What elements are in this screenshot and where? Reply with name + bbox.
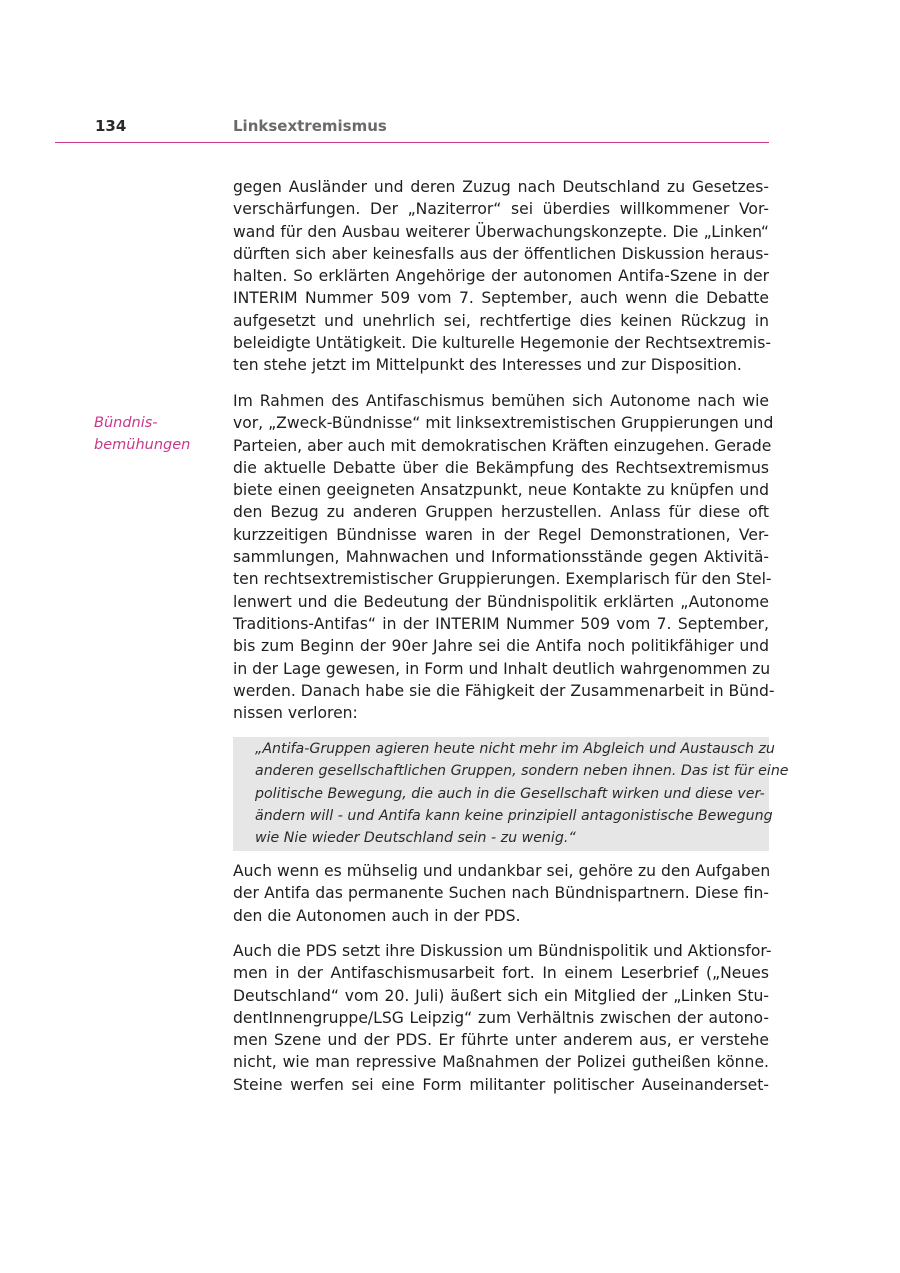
quote-line: anderen gesellschaftlichen Gruppen, sondern neben ihnen. Das ist für eine: [255, 763, 789, 780]
text-line: den die Autonomen auch in der PDS.: [233, 906, 521, 925]
text-line: aufgesetzt und unehrlich sei, rechtfertige dies keinen Rückzug in: [233, 311, 769, 330]
text-line: verschärfungen. Der „Naziterror“ sei überdies willkommener Vor-: [233, 200, 769, 219]
text-line: Traditions-Antifas“ in der INTERIM Nummer 509 vom 7. September,: [233, 614, 769, 633]
page-header: [55, 117, 769, 143]
margin-note: [94, 412, 214, 456]
quote-line: politische Bewegung, die auch in die Gesellschaft wirken und diese ver-: [255, 785, 765, 802]
text-line: biete einen geeigneten Ansatzpunkt, neue Kontakte zu knüpfen und: [233, 481, 769, 500]
margin-note-line: Bündnis-: [94, 415, 158, 431]
text-line: der Antifa das permanente Suchen nach Bündnispartnern. Diese fin-: [233, 884, 769, 903]
text-line: nicht, wie man repressive Maßnahmen der Polizei gutheißen könne.: [233, 1053, 769, 1072]
text-line: Im Rahmen des Antifaschismus bemühen sich Autonome nach wie: [233, 392, 769, 410]
text-line: ten stehe jetzt im Mittelpunkt des Interesses und zur Disposition.: [233, 356, 742, 375]
paragraph: [233, 176, 772, 377]
text-line: Parteien, aber auch mit demokratischen Kräften einzugehen. Gerade: [233, 436, 772, 455]
running-title: Linksextremismus: [233, 117, 387, 135]
margin-note-line: bemühungen: [94, 437, 191, 453]
text-line: beleidigte Untätigkeit. Die kulturelle Hegemonie der Rechtsextremis-: [233, 334, 772, 353]
paragraph: [233, 390, 775, 724]
text-line: dürften sich aber keinesfalls aus der öffentlichen Diskussion heraus-: [233, 244, 769, 263]
text-line: die aktuelle Debatte über die Bekämpfung des Rechtsextremismus: [233, 458, 769, 477]
text-line: Deutschland“ vom 20. Juli) äußert sich ein Mitglied der „Linken Stu-: [233, 986, 769, 1005]
text-line: sammlungen, Mahnwachen und Informationsstände gegen Aktivitä-: [233, 548, 769, 567]
text-line: werden. Danach habe sie die Fähigkeit der Zusammenarbeit in Bünd-: [233, 681, 775, 700]
quote-line: ändern will - und Antifa kann keine prinzipiell antagonistische Bewegung: [255, 807, 773, 824]
text-line: gegen Ausländer und deren Zuzug nach Deutschland zu Gesetzes-: [233, 178, 769, 196]
quote-text: [255, 738, 789, 849]
text-line: vor, „Zweck-Bündnisse“ mit linksextremistischen Gruppierungen und: [233, 414, 774, 433]
quote-line: „Antifa-Gruppen agieren heute nicht mehr im Abgleich und Austausch zu: [255, 741, 775, 757]
text-line: halten. So erklärten Angehörige der autonomen Antifa-Szene in der: [233, 267, 769, 286]
text-line: bis zum Beginn der 90er Jahre sei die Antifa noch politikfähiger und: [233, 637, 769, 656]
text-line: in der Lage gewesen, in Form und Inhalt deutlich wahrgenommen zu: [233, 659, 771, 678]
text-line: den Bezug zu anderen Gruppen herzustellen. Anlass für diese oft: [233, 503, 769, 522]
text-line: wand für den Ausbau weiterer Überwachungskonzepte. Die „Linken“: [233, 222, 769, 241]
text-line: INTERIM Nummer 509 vom 7. September, auch wenn die Debatte: [233, 289, 769, 308]
text-line: Auch wenn es mühselig und undankbar sei, gehöre zu den Aufgaben: [233, 862, 771, 880]
text-line: Steine werfen sei eine Form militanter politischer Auseinanderset-: [233, 1075, 769, 1094]
text-line: men Szene und der PDS. Er führte unter anderem aus, er verstehe: [233, 1031, 769, 1050]
text-line: lenwert und die Bedeutung der Bündnispolitik erklärten „Autonome: [233, 592, 769, 611]
text-line: nissen verloren:: [233, 704, 358, 723]
text-line: men in der Antifaschismusarbeit fort. In einem Leserbrief („Neues: [233, 964, 769, 983]
text-line: ten rechtsextremistischer Gruppierungen. Exemplarisch für den Stel-: [233, 570, 772, 589]
text-line: dentInnengruppe/LSG Leipzig“ zum Verhältnis zwischen der autono-: [233, 1008, 769, 1027]
paragraph: [233, 860, 769, 927]
paragraph: [233, 940, 772, 1096]
text-line: kurzzeitigen Bündnisse waren in der Regel Demonstrationen, Ver-: [233, 525, 769, 544]
page-number: 134: [95, 117, 127, 135]
text-line: Auch die PDS setzt ihre Diskussion um Bündnispolitik und Aktionsfor-: [233, 942, 772, 960]
quote-line: wie Nie wieder Deutschland sein - zu wenig.“: [255, 830, 576, 847]
block-quote: [233, 737, 789, 851]
